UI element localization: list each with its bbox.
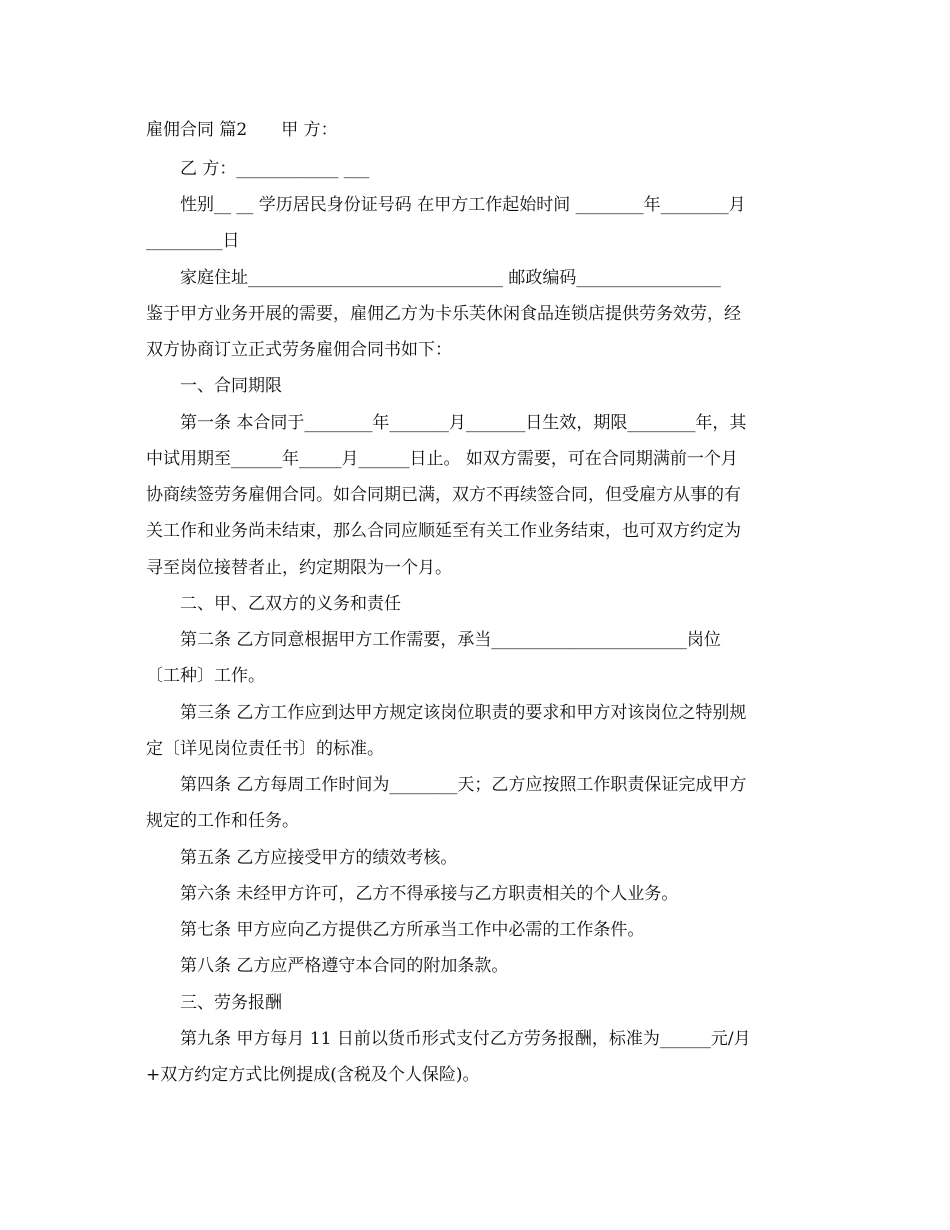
article-1-line-5: 寻至岗位接替者止，约定期限为一个月。 [146, 558, 452, 578]
personal-info-line: 性别__ __ 学历居民身份证号码 在甲方工作起始时间 ________年________月 [180, 195, 746, 215]
article-4-line-1: 第四条 乙方每周工作时间为________天；乙方应按照工作职责保证完成甲方 [180, 775, 747, 795]
personal-info-line-cont: _________日 [146, 231, 240, 251]
section-2-heading: 二、甲、乙双方的义务和责任 [180, 594, 401, 614]
article-1-line-1: 第一条 本合同于________年_______月_______日生效，期限________年，其 [180, 413, 747, 433]
article-3-line-2: 定〔详见岗位责任书〕的标准。 [146, 739, 384, 759]
preamble-line-2: 双方协商订立正式劳务雇佣合同书如下： [146, 340, 452, 360]
article-7: 第七条 甲方应向乙方提供乙方所承当工作中必需的工作条件。 [180, 920, 645, 940]
section-1-heading: 一、合同期限 [180, 376, 282, 396]
article-2-line-2: 〔工种〕工作。 [146, 666, 265, 686]
article-5: 第五条 乙方应接受甲方的绩效考核。 [180, 848, 458, 868]
article-6: 第六条 未经甲方许可，乙方不得承接与乙方职责相关的个人业务。 [180, 884, 679, 904]
article-9-line-2: +双方约定方式比例提成(含税及个人保险)。 [146, 1065, 480, 1085]
article-1-line-2: 中试用期至______年_____月______日止。 如双方需要，可在合同期满前一个月 [146, 449, 738, 469]
article-1-line-4: 关工作和业务尚未结束，那么合同应顺延至有关工作业务结束，也可双方约定为 [146, 521, 741, 541]
article-2-line-1: 第二条 乙方同意根据甲方工作需要，承当_______________________岗位 [180, 630, 721, 650]
section-3-heading: 三、劳务报酬 [180, 993, 282, 1013]
party-b-line: 乙 方：____________ ___ [180, 159, 370, 179]
preamble-line-1: 鉴于甲方业务开展的需要，雇佣乙方为卡乐芙休闲食品连锁店提供劳务效劳，经 [146, 304, 741, 324]
contract-heading: 雇佣合同 篇2 甲 方： [146, 120, 338, 140]
article-1-line-3: 协商续签劳务雇佣合同。如合同期已满，双方不再续签合同，但受雇方从事的有 [146, 485, 741, 505]
article-4-line-2: 规定的工作和任务。 [146, 811, 299, 831]
article-9-line-1: 第九条 甲方每月 11 日前以货币形式支付乙方劳务报酬，标准为______元/月 [180, 1029, 751, 1049]
article-3-line-1: 第三条 乙方工作应到达甲方规定该岗位职责的要求和甲方对该岗位之特别规 [180, 703, 747, 723]
address-line: 家庭住址______________________________ 邮政编码_________________ [180, 268, 721, 288]
article-8: 第八条 乙方应严格遵守本合同的附加条款。 [180, 956, 509, 976]
